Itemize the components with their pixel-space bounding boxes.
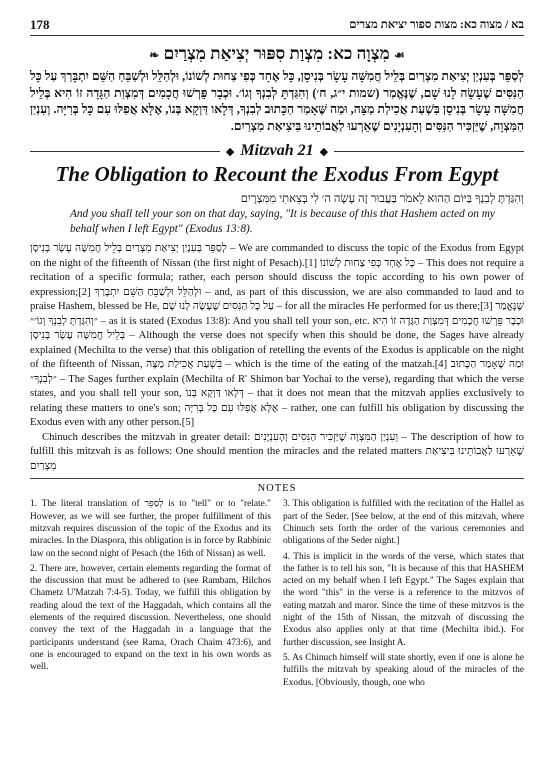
notes-left-column	[30, 498, 271, 691]
diamond-ornament-icon: ◆	[225, 145, 235, 158]
note-1: 1. The literal translation of לְסַפֵּר is to "tell" or to "relate." However, as we will see further, the proper fulfillment of this mitzvah requires discussion of the topic of the Exodus and its miracles. In the Diaspora, this obligation is in force by Rabbinic law on the second night of Pesach (the 16th of Nissan) as well.	[30, 499, 271, 559]
note-4: 4. This is implicit in the words of the verse, which states that the father is to tell his son, "It is because of this that HASHEM acted on my behalf when I left Egypt." The Sages explain that the word "this" in the verse is a reference to the mitzvos of eating matzah and maror. Since the time of these mitzvos is the night of the 15th of Nissan, the mitzvah of discussing the Exodus also applies only at that time (Mechilta ibid.). For further discussion, see Insight A.	[283, 551, 524, 648]
english-heading	[30, 142, 524, 187]
notes	[30, 498, 524, 691]
notes-heading: NOTES	[30, 478, 524, 494]
note-2: 2. There are, however, certain elements regarding the format of the discussion that must be adhered to (see Rambam, Hilchos Chametz U'Matzah 7:4-5). Today, we fulfill this obligation by reading aloud the text of the Haggadah, which contains all the elements of the required discussion. Nevertheless, one should convey the text of the Haggadah in a language that the participants understand (see Rama, Orach Chaim 473:6), and one is encouraged to expand on the text in his own words as well.	[30, 563, 271, 673]
note-3: 3. This obligation is fulfilled with the recitation of the Hallel as part of the Seder. [See below, at the end of this mitzvah, where Chinuch sets forth the order of the various ceremonies and obligations of the Seder night.]	[283, 499, 524, 547]
page-number: 178	[30, 16, 50, 32]
hebrew-title-row	[30, 44, 524, 64]
ornament-right-icon: ☙	[393, 48, 405, 62]
ornament-left-icon: ❧	[149, 48, 160, 62]
hebrew-body: לְסַפֵּר בְּעִנְיַן יְצִיאַת מִצְרַיִם בְּלֵיל חֲמִשָּׁה עָשָׂר בְּנִיסָן, כָּל אֶחָד כְּפִי צַחוּת לְשׁוֹנוֹ, וּלְהַלֵּל וּלְשַׁבֵּחַ הַשֵּׁם יִתְבָּרַךְ עַל כָּל הַנִּסִּים שֶׁעָשָׂה לָנוּ שָׁם, שֶׁנֶּאֱמַר (שמות י״ג, ח׳) וְהִגַּדְתָּ לְבִנְךָ וְגוֹ׳. וּכְבָר פֵּרְשׁוּ חֲכָמִים דְּמִצְוַת הַגָּדָה זוֹ הִיא בְּלֵיל חֲמִשָּׁה עָשָׂר בְּנִיסָן בִּשְׁעַת אֲכִילַת מַצָּה, וּמַה שֶּׁאָמַר הַכָּתוּב לְבִנְךָ, דְּלָאו דַּוְקָא בְּנוֹ, אֶלָּא אֲפִלּוּ עִם כָּל בְּרִיָּה. וְעִנְיַן הַמִּצְוָה, שֶׁיַּזְכִּיר הַנִּסִּים וְהָעִנְיָנִים שֶׁאֵרְעוּ לַאֲבוֹתֵינוּ בִּיצִיאַת מִצְרַיִם.	[30, 69, 524, 133]
divider-left	[30, 151, 220, 152]
english-paragraph-2: Chinuch describes the mitzvah in greater detail: וְעִנְיַן הַמִּצְוָה שֶׁיַּזְכִּיר הַנִּסִּים וְהָעִנְיָנִים – The description of how to fulfill this mitzvah is as follows: One should mention the miracles and the related matters שֶׁאֵרְעוּ לַאֲבוֹתֵינוּ בִּיצִיאַת מִצְרַיִם	[30, 431, 524, 472]
hebrew-title: מִצְוָה כא: מִצְוַת סִפּוּר יְצִיאַת מִצְרַיִם	[163, 44, 390, 63]
english-title: The Obligation to Recount the Exodus From Egypt	[55, 162, 499, 187]
diamond-ornament-icon: ◆	[319, 145, 329, 158]
divider-right	[334, 151, 524, 152]
verse-english: And you shall tell your son on that day, saying, "It is because of this that Hashem acted on my behalf when I left Egypt" (Exodus 13:8).	[70, 208, 495, 235]
running-head	[30, 14, 524, 36]
english-paragraph-1: לְסַפֵּר בְּעִנְיַן יְצִיאַת מִצְרַיִם בְּלֵיל חֲמִשָּׁה עָשָׂר בְּנִיסָן – We are commanded to discuss the topic of the Exodus from Egypt on the night of the fifteenth of Nissan (the first night of Pesach).[1] כָּל אֶחָד כְּפִי צַחוּת לְשׁוֹנוֹ – This does not require a recitation of a specific formula; rather, each person should discuss the topic according to his own power of expression;[2] וּלְהַלֵּל וּלְשַׁבֵּחַ הַשֵּׁם יִתְבָּרַךְ – and, as part of this discussion, we are also commanded to laud and to praise Hashem, blessed be He, עַל כָּל הַנִּסִּים שֶׁעָשָׂה לָנוּ שָׁם – for all the miracles He performed for us there;[3] שֶׁנֶּאֱמַר ״וְהִגַּדְתָּ לְבִנְךָ וְגוֹ׳״ – as it is stated (Exodus 13:8): And you shall tell your son, etc. וּכְבָר פֵּרְשׁוּ חֲכָמִים דְּמִצְוַת הַגָּדָה זוֹ הִיא בְּלֵיל חֲמִשָּׁה עָשָׂר בְּנִיסָן – Although the verse does not specify when this should be done, the Sages have already explained (Mechilta to the verse) that this obligation of retelling the events of the Exodus is applicable on the night of the fifteenth of Nissan, בִּשְׁעַת אֲכִילַת מַצָּה – which is the time of the eating of the matzah.[4] וּמַה שֶּׁאָמַר הַכָּתוּב ״לְבִנְךָ״ – The Sages further explain (Mechilta of R' Shimon bar Yochai to the verse), regarding that which the verse states, and you shall tell your son, דְּלָאו דַּוְקָא בְּנוֹ – that it does not mean that the mitzvah applies exclusively to relating these matters to one's son; אֶלָּא אֲפִלּוּ עִם כָּל בְּרִיָּה – rather, one can fulfill his obligation by discussing the Exodus even with any other person.[5]	[30, 243, 525, 429]
english-body	[30, 242, 524, 474]
verse-hebrew: וְהִגַּדְתָּ לְבִנְךָ בַּיּוֹם הַהוּא לֵאמֹר בַּעֲבוּר זֶה עָשָׂה ה׳ לִי בְּצֵאתִי מִמִּצְרָיִם	[240, 193, 524, 206]
mitzvah-label: Mitzvah 21	[240, 142, 314, 160]
mitzvah-label-row	[30, 142, 524, 160]
notes-right-column	[283, 498, 524, 691]
hebrew-running-head: בא / מצוה כא: מצות ספור יציאת מצרים	[349, 18, 524, 31]
note-5: 5. As Chinuch himself will state shortly, even if one is alone he fulfills the mitzvah by speaking aloud of the miracles of the Exodus. [Obviously, though, one who	[283, 652, 524, 688]
